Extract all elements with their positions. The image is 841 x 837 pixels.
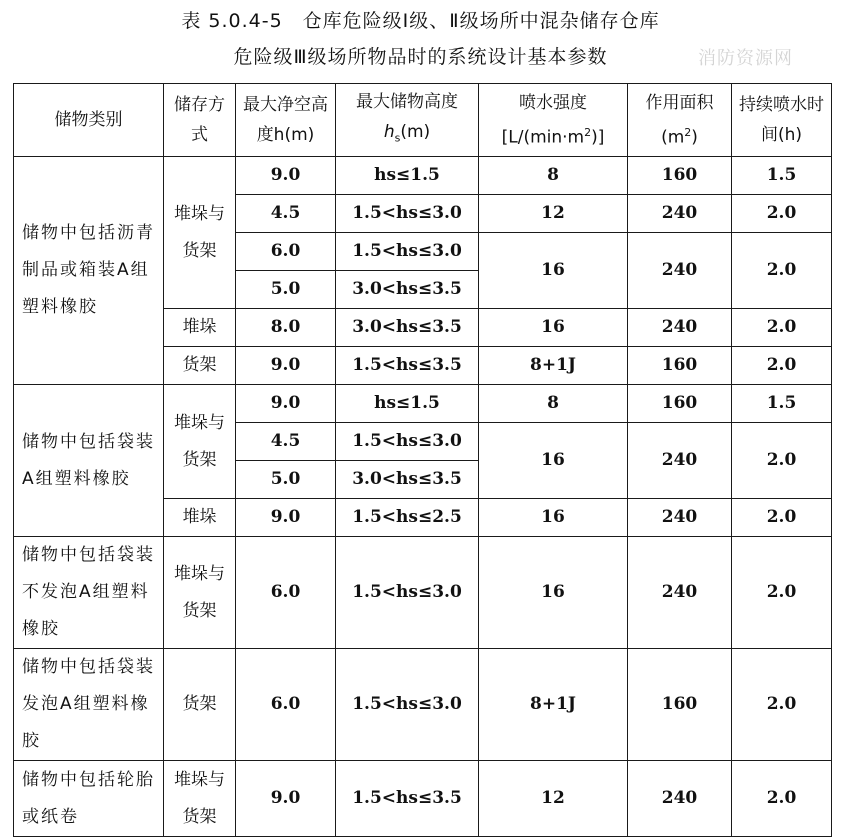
- table-row: [14, 385, 832, 423]
- duration-cell: 2.0: [732, 499, 832, 537]
- header-storage: 储存方式: [164, 84, 236, 157]
- parameter-table: [13, 83, 832, 837]
- table-row: [14, 537, 832, 649]
- category-cell: 储物中包括袋装不发泡A组塑料橡胶: [14, 537, 164, 649]
- area-cell: 160: [628, 649, 732, 761]
- table-row: [14, 157, 832, 195]
- storage-height-cell: hs≤1.5: [336, 157, 479, 195]
- height-cell: 6.0: [236, 233, 336, 271]
- height-cell: 9.0: [236, 347, 336, 385]
- area-cell: 240: [628, 195, 732, 233]
- storage-cell: 货架: [164, 649, 236, 761]
- storage-height-cell: 1.5<hs≤3.0: [336, 195, 479, 233]
- height-cell: 9.0: [236, 157, 336, 195]
- header-intensity: 喷水强度 $[L/(\min\cdot m^2)]$: [479, 84, 628, 157]
- storage-cell: 堆垛: [164, 309, 236, 347]
- storage-cell: 堆垛与货架: [164, 761, 236, 837]
- storage-height-cell: 3.0<hs≤3.5: [336, 461, 479, 499]
- height-cell: 4.5: [236, 423, 336, 461]
- intensity-cell: 16: [479, 233, 628, 309]
- duration-cell: 2.0: [732, 347, 832, 385]
- area-cell: 240: [628, 499, 732, 537]
- storage-height-cell: 1.5<hs≤2.5: [336, 499, 479, 537]
- height-cell: 6.0: [236, 649, 336, 761]
- header-max-clear-height: 最大净空高度h(m): [236, 84, 336, 157]
- header-category: 储物类别: [14, 84, 164, 157]
- duration-cell: 2.0: [732, 537, 832, 649]
- table-row: [14, 649, 832, 761]
- storage-height-cell: 1.5<hs≤3.5: [336, 761, 479, 837]
- storage-height-cell: 3.0<hs≤3.5: [336, 271, 479, 309]
- intensity-cell: 8+1J: [479, 347, 628, 385]
- storage-height-cell: hs≤1.5: [336, 385, 479, 423]
- storage-height-cell: 1.5<hs≤3.0: [336, 537, 479, 649]
- duration-cell: 1.5: [732, 157, 832, 195]
- area-cell: 240: [628, 233, 732, 309]
- area-cell: 160: [628, 157, 732, 195]
- storage-height-cell: 1.5<hs≤3.0: [336, 423, 479, 461]
- storage-cell: 堆垛: [164, 499, 236, 537]
- intensity-cell: 8: [479, 157, 628, 195]
- area-cell: 240: [628, 537, 732, 649]
- height-cell: 9.0: [236, 761, 336, 837]
- intensity-cell: 16: [479, 423, 628, 499]
- duration-cell: 2.0: [732, 233, 832, 309]
- intensity-cell: 16: [479, 309, 628, 347]
- header-duration: 持续喷水时间(h): [732, 84, 832, 157]
- intensity-cell: 8: [479, 385, 628, 423]
- header-area: 作用面积 $(m^2)$: [628, 84, 732, 157]
- height-cell: 9.0: [236, 499, 336, 537]
- duration-cell: 2.0: [732, 423, 832, 499]
- intensity-cell: 12: [479, 761, 628, 837]
- header-max-storage-height: 最大储物高度 $h_s(m)$: [336, 84, 479, 157]
- intensity-cell: 16: [479, 499, 628, 537]
- storage-height-cell: 1.5<hs≤3.0: [336, 649, 479, 761]
- table-title-line-2: 危险级Ⅲ级场所物品时的系统设计基本参数: [233, 46, 608, 68]
- category-cell: 储物中包括轮胎或纸卷: [14, 761, 164, 837]
- category-cell: 储物中包括袋装A组塑料橡胶: [14, 385, 164, 537]
- storage-height-cell: 3.0<hs≤3.5: [336, 309, 479, 347]
- storage-height-cell: 1.5<hs≤3.0: [336, 233, 479, 271]
- height-cell: 5.0: [236, 461, 336, 499]
- category-cell: 储物中包括沥青制品或箱装A组塑料橡胶: [14, 157, 164, 385]
- height-cell: 5.0: [236, 271, 336, 309]
- duration-cell: 2.0: [732, 761, 832, 837]
- storage-height-cell: 1.5<hs≤3.5: [336, 347, 479, 385]
- storage-cell: 堆垛与货架: [164, 537, 236, 649]
- duration-cell: 2.0: [732, 195, 832, 233]
- table-row: [14, 761, 832, 837]
- intensity-cell: 16: [479, 537, 628, 649]
- intensity-cell: 8+1J: [479, 649, 628, 761]
- area-cell: 160: [628, 347, 732, 385]
- header-row: [14, 84, 832, 157]
- area-cell: 240: [628, 761, 732, 837]
- height-cell: 4.5: [236, 195, 336, 233]
- table-title-line-1: 表 5.0.4-5 仓库危险级Ⅰ级、Ⅱ级场所中混杂储存仓库: [181, 10, 660, 32]
- intensity-cell: 12: [479, 195, 628, 233]
- watermark: 消防资源网: [698, 48, 793, 69]
- category-cell: 储物中包括袋装发泡A组塑料橡胶: [14, 649, 164, 761]
- area-cell: 240: [628, 309, 732, 347]
- area-cell: 160: [628, 385, 732, 423]
- storage-cell: 堆垛与货架: [164, 157, 236, 309]
- area-cell: 240: [628, 423, 732, 499]
- duration-cell: 1.5: [732, 385, 832, 423]
- height-cell: 8.0: [236, 309, 336, 347]
- storage-cell: 堆垛与货架: [164, 385, 236, 499]
- duration-cell: 2.0: [732, 649, 832, 761]
- duration-cell: 2.0: [732, 309, 832, 347]
- height-cell: 9.0: [236, 385, 336, 423]
- height-cell: 6.0: [236, 537, 336, 649]
- storage-cell: 货架: [164, 347, 236, 385]
